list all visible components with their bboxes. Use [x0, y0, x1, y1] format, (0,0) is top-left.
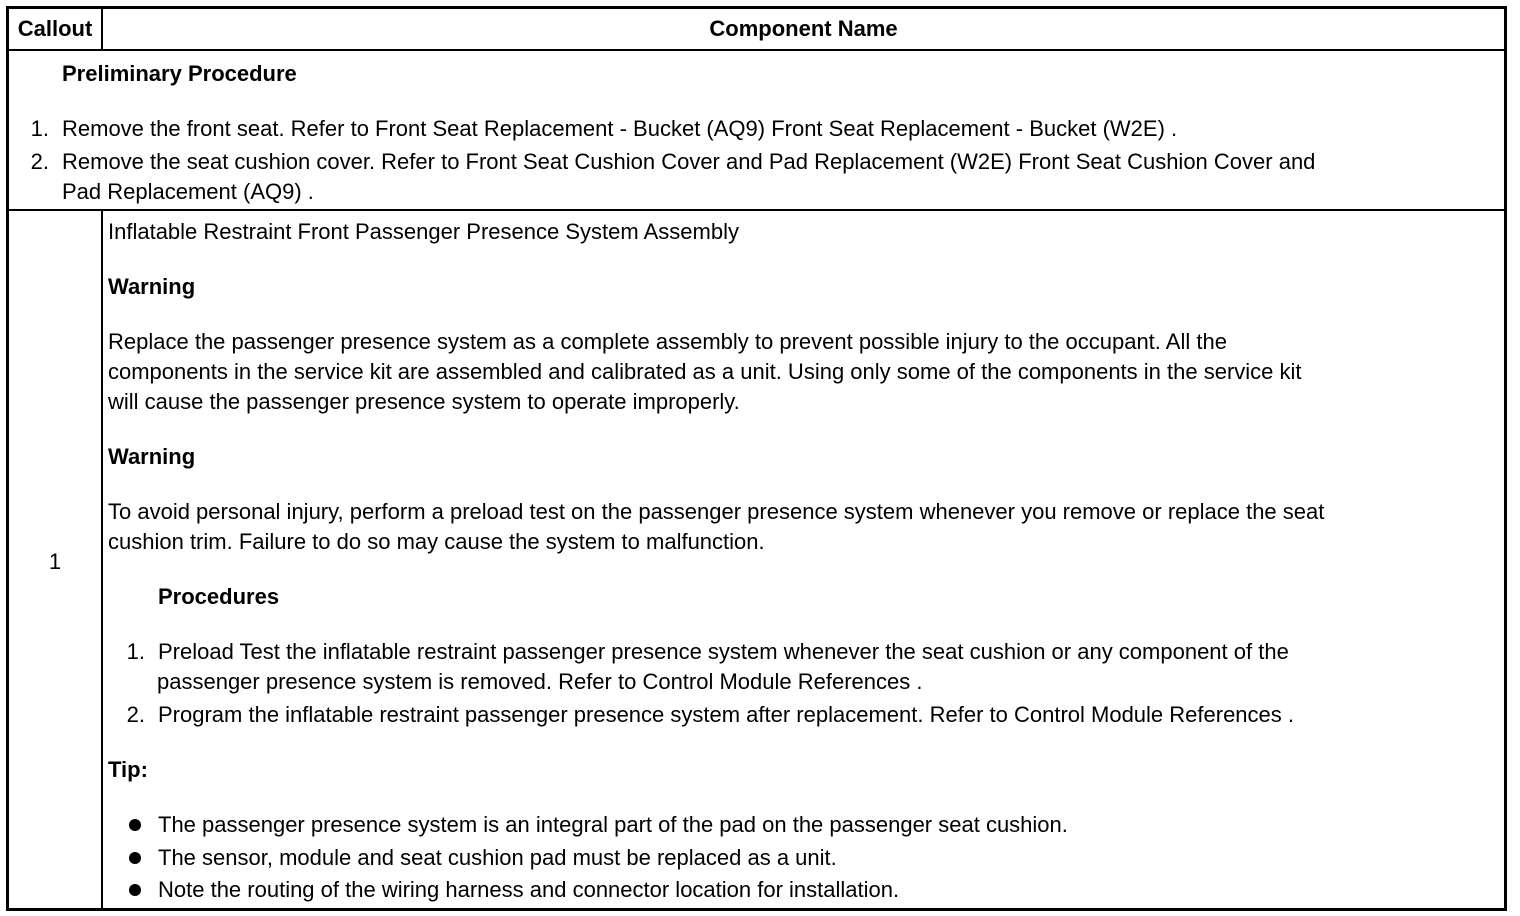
component-table	[6, 6, 1507, 911]
warning-title: Warning	[108, 444, 196, 469]
bullet-icon	[129, 819, 141, 831]
procedure-step-text: Program the inflatable restraint passenger presence system after replacement. Refer to Control Module References .	[158, 702, 1294, 727]
bullet-icon	[129, 852, 141, 864]
callout-cell	[9, 211, 103, 908]
warning-text: cushion trim. Failure to do so may cause the system to malfunction.	[108, 529, 765, 554]
preliminary-step-text-continued: Pad Replacement (AQ9) .	[62, 179, 314, 204]
tip-title: Tip:	[108, 757, 148, 782]
preliminary-procedure-row	[9, 51, 1504, 211]
warning-text: components in the service kit are assembled and calibrated as a unit. Using only some of the components in the service kit	[108, 359, 1302, 384]
procedure-step-number: 1.	[126, 639, 145, 664]
preliminary-step-number: 2.	[30, 149, 49, 174]
component-name-column-header: Component Name	[709, 16, 898, 41]
procedure-step-text: Preload Test the inflatable restraint passenger presence system whenever the seat cushion or any component of the	[158, 639, 1289, 664]
warning-text: Replace the passenger presence system as a complete assembly to prevent possible injury to the occupant. All the	[108, 329, 1227, 354]
warning-title: Warning	[108, 274, 196, 299]
tip-text: The sensor, module and seat cushion pad must be replaced as a unit.	[158, 845, 837, 870]
component-name: Inflatable Restraint Front Passenger Presence System Assembly	[108, 219, 739, 244]
tip-text: The passenger presence system is an integral part of the pad on the passenger seat cushion.	[158, 812, 1068, 837]
preliminary-step-number: 1.	[30, 116, 49, 141]
bullet-icon	[129, 884, 141, 896]
procedure-step-number: 2.	[126, 702, 145, 727]
component-row	[9, 211, 1504, 908]
tip-text: Note the routing of the wiring harness and connector location for installation.	[158, 877, 900, 902]
table-header-row	[9, 9, 1504, 51]
preliminary-procedure-title: Preliminary Procedure	[62, 61, 297, 86]
callout-column-header: Callout	[9, 9, 103, 49]
preliminary-step-text: Remove the front seat. Refer to Front Seat Replacement - Bucket (AQ9) Front Seat Replacement - Bucket (W2E) .	[62, 116, 1178, 141]
preliminary-step-text: Remove the seat cushion cover. Refer to Front Seat Cushion Cover and Pad Replacement (W2E) Front Seat Cushion Cover and	[62, 149, 1316, 174]
callout-number: 1	[48, 549, 62, 574]
procedure-step-text-continued: passenger presence system is removed. Refer to Control Module References .	[157, 669, 923, 694]
warning-text: To avoid personal injury, perform a preload test on the passenger presence system whenever you remove or replace the seat	[108, 499, 1325, 524]
procedures-title: Procedures	[158, 584, 280, 609]
warning-text: will cause the passenger presence system to operate improperly.	[108, 389, 740, 414]
